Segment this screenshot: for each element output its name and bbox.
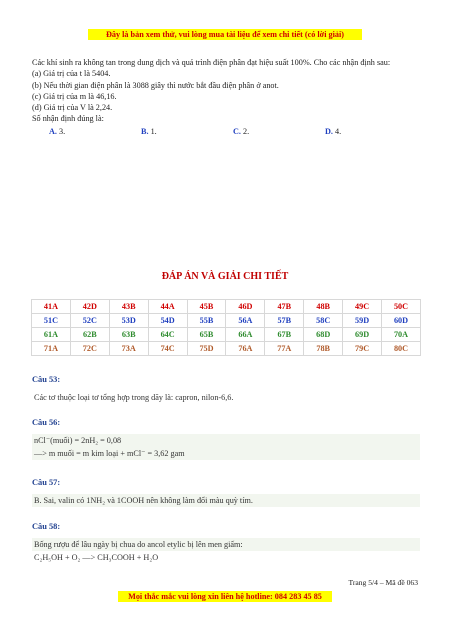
answer-row bbox=[32, 314, 421, 328]
answer-cell: 51C bbox=[32, 314, 71, 328]
statement-a: (a) Giá trị của t là 5404. bbox=[32, 69, 111, 79]
solution-line: B. Sai, valin có 1NH₂ và 1COOH nên không làm đổi màu quỳ tím. bbox=[32, 494, 420, 507]
answer-cell: 52C bbox=[70, 314, 109, 328]
question-intro: Các khí sinh ra không tan trong dung dịch và quá trình điện phân đạt hiệu suất 100%. Cho các nhận định sau: bbox=[32, 58, 391, 67]
solution-line: Bống rượu để lâu ngày bị chua do ancol etylic bị lên men giấm: bbox=[32, 538, 420, 551]
page-number: Trang 5/4 – Mã đề 063 bbox=[348, 578, 418, 587]
answer-cell: 59D bbox=[343, 314, 382, 328]
solution-heading: Câu 57: bbox=[32, 478, 61, 487]
answer-cell: 57B bbox=[265, 314, 304, 328]
answer-cell: 70A bbox=[382, 328, 421, 342]
solution-line: nCl⁻(muối) = 2nH₂ = 0,08 bbox=[32, 434, 420, 447]
preview-banner: Đây là bản xem thử, vui lòng mua tài liệu để xem chi tiết (có lời giải) bbox=[88, 29, 362, 40]
option-c: C. 2. bbox=[233, 126, 250, 136]
answer-row bbox=[32, 342, 421, 356]
answer-cell: 41A bbox=[32, 300, 71, 314]
answer-cell: 53D bbox=[109, 314, 148, 328]
answer-cell: 80C bbox=[382, 342, 421, 356]
answers-title: ĐÁP ÁN VÀ GIẢI CHI TIẾT bbox=[161, 271, 289, 282]
answer-cell: 65B bbox=[187, 328, 226, 342]
answer-cell: 48B bbox=[304, 300, 343, 314]
answer-cell: 78B bbox=[304, 342, 343, 356]
answer-cell: 42D bbox=[70, 300, 109, 314]
answer-cell: 63B bbox=[109, 328, 148, 342]
answer-cell: 62B bbox=[70, 328, 109, 342]
answer-cell: 45B bbox=[187, 300, 226, 314]
statement-b: (b) Nếu thời gian điện phân là 3088 giây thì nước bắt đầu điện phân ở anot. bbox=[32, 80, 279, 90]
answer-cell: 76A bbox=[226, 342, 265, 356]
answer-cell: 44A bbox=[148, 300, 187, 314]
answer-row bbox=[32, 300, 421, 314]
answer-row bbox=[32, 328, 421, 342]
answer-cell: 55B bbox=[187, 314, 226, 328]
option-b: B. 1. bbox=[141, 126, 157, 136]
answer-cell: 79C bbox=[343, 342, 382, 356]
solution-58 bbox=[32, 521, 420, 564]
solution-53 bbox=[32, 374, 420, 404]
answer-cell: 66A bbox=[226, 328, 265, 342]
answer-cell: 54D bbox=[148, 314, 187, 328]
solution-heading: Câu 53: bbox=[32, 375, 61, 384]
answer-cell: 49C bbox=[343, 300, 382, 314]
solution-56 bbox=[32, 417, 420, 460]
answer-cell: 69D bbox=[343, 328, 382, 342]
answer-cell: 64C bbox=[148, 328, 187, 342]
option-d: D. 4. bbox=[325, 126, 342, 136]
question-prompt: Số nhận định đúng là: bbox=[32, 114, 104, 124]
answer-options bbox=[32, 126, 422, 137]
answer-cell: 58C bbox=[304, 314, 343, 328]
hotline-banner: Mọi thắc mắc vui lòng xin liên hệ hotline: 084 283 45 85 bbox=[118, 591, 332, 602]
solution-line: Các tơ thuộc loại tơ tổng hợp trong dãy là: capron, nilon-6,6. bbox=[34, 393, 234, 402]
statement-c: (c) Giá trị của m là 46,16. bbox=[32, 91, 117, 101]
question-block bbox=[32, 57, 422, 137]
answer-cell: 73A bbox=[109, 342, 148, 356]
answer-cell: 68D bbox=[304, 328, 343, 342]
answer-cell: 47B bbox=[265, 300, 304, 314]
answer-cell: 60D bbox=[382, 314, 421, 328]
answer-cell: 77A bbox=[265, 342, 304, 356]
answer-cell: 75D bbox=[187, 342, 226, 356]
solution-line: C₂H₅OH + O₂ —> CH₃COOH + H₂O bbox=[34, 553, 159, 562]
answer-cell: 43B bbox=[109, 300, 148, 314]
solution-57 bbox=[32, 477, 420, 507]
answer-cell: 46D bbox=[226, 300, 265, 314]
answer-cell: 74C bbox=[148, 342, 187, 356]
solution-heading: Câu 56: bbox=[32, 418, 61, 427]
option-a: A. 3. bbox=[49, 126, 66, 136]
answer-cell: 61A bbox=[32, 328, 71, 342]
answer-cell: 56A bbox=[226, 314, 265, 328]
answer-cell: 50C bbox=[382, 300, 421, 314]
answer-key-table bbox=[31, 299, 421, 356]
answer-cell: 71A bbox=[32, 342, 71, 356]
answer-cell: 72C bbox=[70, 342, 109, 356]
solution-heading: Câu 58: bbox=[32, 522, 61, 531]
solution-line: —> m muối = m kim loại + mCl⁻ = 3,62 gam bbox=[32, 447, 420, 460]
answer-cell: 67B bbox=[265, 328, 304, 342]
statement-d: (d) Giá trị của V là 2,24. bbox=[32, 103, 113, 113]
